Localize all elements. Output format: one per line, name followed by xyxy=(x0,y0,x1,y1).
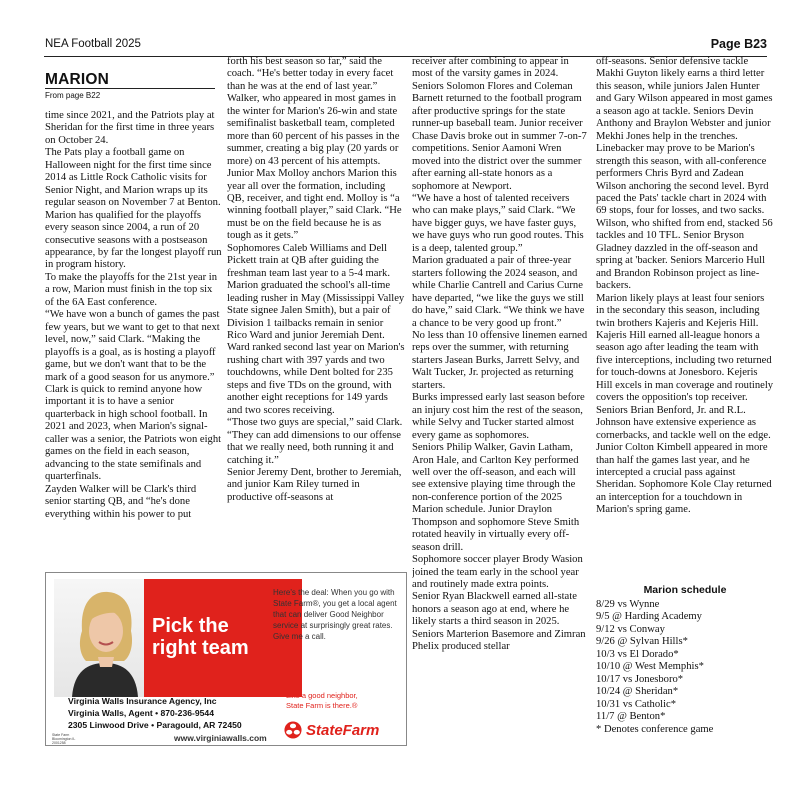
ad-headline-line: Pick the xyxy=(152,615,229,637)
agent-website-link[interactable]: www.virginiawalls.com xyxy=(174,733,267,743)
paragraph: off-seasons. Senior defensive tackle Makhi Guyton likely earns a third letter this season, while juniors Jalen Hunter and Gary Wilson appeared in most games a season ago at tackle. Seniors Devin Anthony and Braylon Webster and junior Mekhi Jones help in the trenches. xyxy=(596,56,773,142)
schedule-game: 9/5 @ Harding Academy xyxy=(596,611,702,623)
schedule-list xyxy=(596,599,774,736)
schedule-note: * Denotes conference game xyxy=(596,723,714,735)
paragraph: “Those two guys are special,” said Clark. “They can add dimensions to our offense that we really need, both running it and catching it.” xyxy=(227,417,403,466)
fine-print-line: Bloomington IL xyxy=(52,737,76,741)
schedule-game: 10/10 @ West Memphis* xyxy=(596,661,704,673)
fine-print xyxy=(52,733,75,745)
ad-headline xyxy=(152,615,249,659)
paragraph: Senior Ryan Blackwell earned all-state honors a season ago at end, where he likely starts a third season in 2025. Seniors Marterion Basemore and Zimran Phelix produced stellar xyxy=(412,591,586,653)
fine-print-line: State Farm xyxy=(52,733,70,737)
story-kicker: MARION xyxy=(45,71,110,88)
paragraph: Zayden Walker will be Clark's third senior starting QB, and “he's done everything within his power to put xyxy=(45,483,197,520)
agent-portrait-icon xyxy=(54,579,156,697)
paragraph: Marion likely plays at least four seniors in the secondary this season, including twin brothers Kajeris and Kejeris Hill. Kajeris Hill earned all-league honors a season ago after leading the team with five interceptions, including two returned for touch-downs at Jonesboro. Kejeris Hill excels in man coverage and routinely covers the opposition's top receiver. xyxy=(596,292,774,404)
paragraph: Seniors Brian Benford, Jr. and R.L. Johnson have extensive experience as cornerbacks, and tackle well on the edge. Junior Colton Kimbell appeared in more than half the games last year, and he intercepted a crucial pass against Sheridan. Sophomore Kole Clay returned an interception for a touchdown in Marion's spring game. xyxy=(596,404,772,516)
agency-address: 2305 Linwood Drive • Paragould, AR 72450 xyxy=(68,720,242,730)
agency-name: Virginia Walls Insurance Agency, Inc xyxy=(68,696,217,706)
slogan-line: State Farm is there.® xyxy=(286,700,358,710)
fine-print-line: 2001258 xyxy=(52,741,66,745)
column-4 xyxy=(596,56,774,586)
state-farm-wordmark: StateFarm xyxy=(306,721,380,739)
ad-body: Here's the deal: When you go with State Farm®, you get a local agent that can deliver Good Neighbor service at surprisingly great rates. Give me a call. xyxy=(273,588,397,641)
state-farm-ad[interactable] xyxy=(45,572,407,746)
slogan-line: Like a good neighbor, xyxy=(286,691,358,700)
paragraph: Clark is quick to remind anyone how important it is to have a senior quarterback in high school football. In 2021 and 2023, when Marion's signal-caller was a senior, the Patriots won eight games on the field in each season, advancing to the state semifinals and quarterfinals. xyxy=(45,383,222,483)
paragraph: Sophomore soccer player Brody Wasion joined the team early in the school year and routinely made extra points. xyxy=(412,554,583,591)
schedule-title: Marion schedule xyxy=(643,584,727,596)
paragraph: Seniors Solomon Flores and Coleman Barnett returned to the football program after productive springs for the state runner-up baseball team. Junior receiver Chase Davis broke out in summer 7-on-7 competitions. Senior Aamoni Wren moved into the district over the summer after earning all-state honors as a sophomore at Newport. xyxy=(412,80,587,192)
paragraph: Marion graduated the school's all-time leading rusher in May (Mississippi Valley State signee Jalen Smith), but a pair of Division 1 tailbacks remain in senior Rico Ward and junior Jeremiah Dent. Ward ranked second last year on Marion's rushing chart with 397 yards and two touchdowns, while Dent bolted for 235 steps and five TDs on the ground, with another eight receptions for 149 yards and two scores receiving. xyxy=(227,280,405,416)
page-number: Page B23 xyxy=(710,37,767,51)
column-1 xyxy=(45,110,223,568)
jump-line: From page B22 xyxy=(45,91,101,100)
schedule-game: 10/31 vs Catholic* xyxy=(596,698,677,710)
agent-line: Virginia Walls, Agent • 870-236-9544 xyxy=(68,708,214,718)
ad-slogan xyxy=(286,691,358,710)
paragraph: Linebacker may prove to be Marion's strength this season, with all-conference performers Chris Byrd and Zadean Wilson anchoring the second level. Byrd paced the Pats' tackle chart in 2024 with 69 stops, four for losses, and two sacks. Wilson, who shifted from end, stacked 56 tackles and 10 TFL. Senior Bryson Gladney dazzled in the off-season and spring at 'backer. Seniors Marcerio Hull and Brandon Robinson project as line-backers. xyxy=(596,143,773,292)
kicker-rule xyxy=(45,88,215,89)
schedule-game: 9/26 @ Sylvan Hills* xyxy=(596,636,688,648)
paragraph: Marion has qualified for the playoffs every season since 2004, a run of 20 consecutive seasons with a postseason appearance, by far the longest playoff run in program history. xyxy=(45,209,222,271)
paragraph: Junior Max Molloy anchors Marion this year all over the formation, including QB, receiver, and tight end. Molloy is “a winning football player,” said Clark. “He must be on the field because he is as tough as it gets.” xyxy=(227,168,402,242)
state-farm-logo xyxy=(284,721,379,739)
column-3 xyxy=(412,56,590,742)
schedule-game: 10/3 vs El Dorado* xyxy=(596,648,679,660)
paragraph: time since 2021, and the Patriots play at Sheridan for the first time in three years on October 24. xyxy=(45,110,215,146)
column-2 xyxy=(227,56,405,568)
state-farm-ovals-icon xyxy=(284,721,302,739)
paragraph: forth his best season so far,” said the coach. “He's better today in every facet than he was at the end of last year.” Walker, who appeared in most games in the winter for Marion's 26-win and state semifinalist basketball team, completed more than 60 percent of his passes in the summer, creating a big play (20 yards or more) on 43 percent of his attempts. xyxy=(227,56,400,167)
paragraph: Burks impressed early last season before an injury cost him the rest of the season, while Selvy and Tucker started almost every game as sophomores. xyxy=(412,392,585,441)
paragraph: The Pats play a football game on Halloween night for the first time since 2014 as Little Rock Catholic visits for Senior Night, and Marion wraps up its regular season on November 7 at Benton. xyxy=(45,147,221,209)
paragraph: “We have won a bunch of games the past few years, but we want to get to that next level, now,” said Clark. “Making the playoffs is a goal, as is hosting a playoff game, but we don't want that to be the mark of a good season for us anymore.” xyxy=(45,309,220,383)
paragraph: receiver after combining to appear in most of the varsity games in 2024. xyxy=(412,56,569,80)
paragraph: Seniors Philip Walker, Gavin Latham, Aron Hale, and Carlton Key performed well over the off-season, and each will see extensive playing time through the non-conference portion of the 2025 Marion schedule. Junior Draylon Thompson and sophomore Steve Smith rotated heavily in virtually every off-season drill. xyxy=(412,442,580,553)
paragraph: Sophomores Caleb Williams and Dell Pickett train at QB after guiding the freshman team last year to a 5-4 mark. xyxy=(227,242,390,279)
section-title: NEA Football 2025 xyxy=(45,38,141,50)
schedule-game: 8/29 vs Wynne xyxy=(596,599,660,610)
schedule-game: 10/24 @ Sheridan* xyxy=(596,686,679,698)
agency-info xyxy=(68,695,242,731)
paragraph: Marion graduated a pair of three-year starters following the 2024 season, and while Charlie Cantrell and Carius Curne have departed, “we like the guys we still do have,” said Clark. “We think we have a chance to be very good up front.” xyxy=(412,255,585,329)
agent-photo xyxy=(54,579,156,697)
schedule-game: 9/12 vs Conway xyxy=(596,623,665,635)
paragraph: Senior Jeremy Dent, brother to Jeremiah, and junior Kam Riley turned in productive off-seasons at xyxy=(227,466,402,503)
paragraph: To make the playoffs for the 21st year in a row, Marion must finish in the top six of the 6A East conference. xyxy=(45,271,218,308)
paragraph: No less than 10 offensive linemen earned reps over the summer, with returning starters Jasean Burks, Jarrett Selvy, and Walt Tucker, Jr. projected as returning starters. xyxy=(412,329,588,391)
ad-headline-line: right team xyxy=(152,637,249,659)
schedule-game: 10/17 vs Jonesboro* xyxy=(596,673,684,685)
paragraph: “We have a host of talented receivers who can make plays,” said Clark. “We have bigger guys, we have faster guys, we have guys who run good routes. This is a deep, talented group.” xyxy=(412,192,584,254)
schedule-game: 11/7 @ Benton* xyxy=(596,711,666,723)
